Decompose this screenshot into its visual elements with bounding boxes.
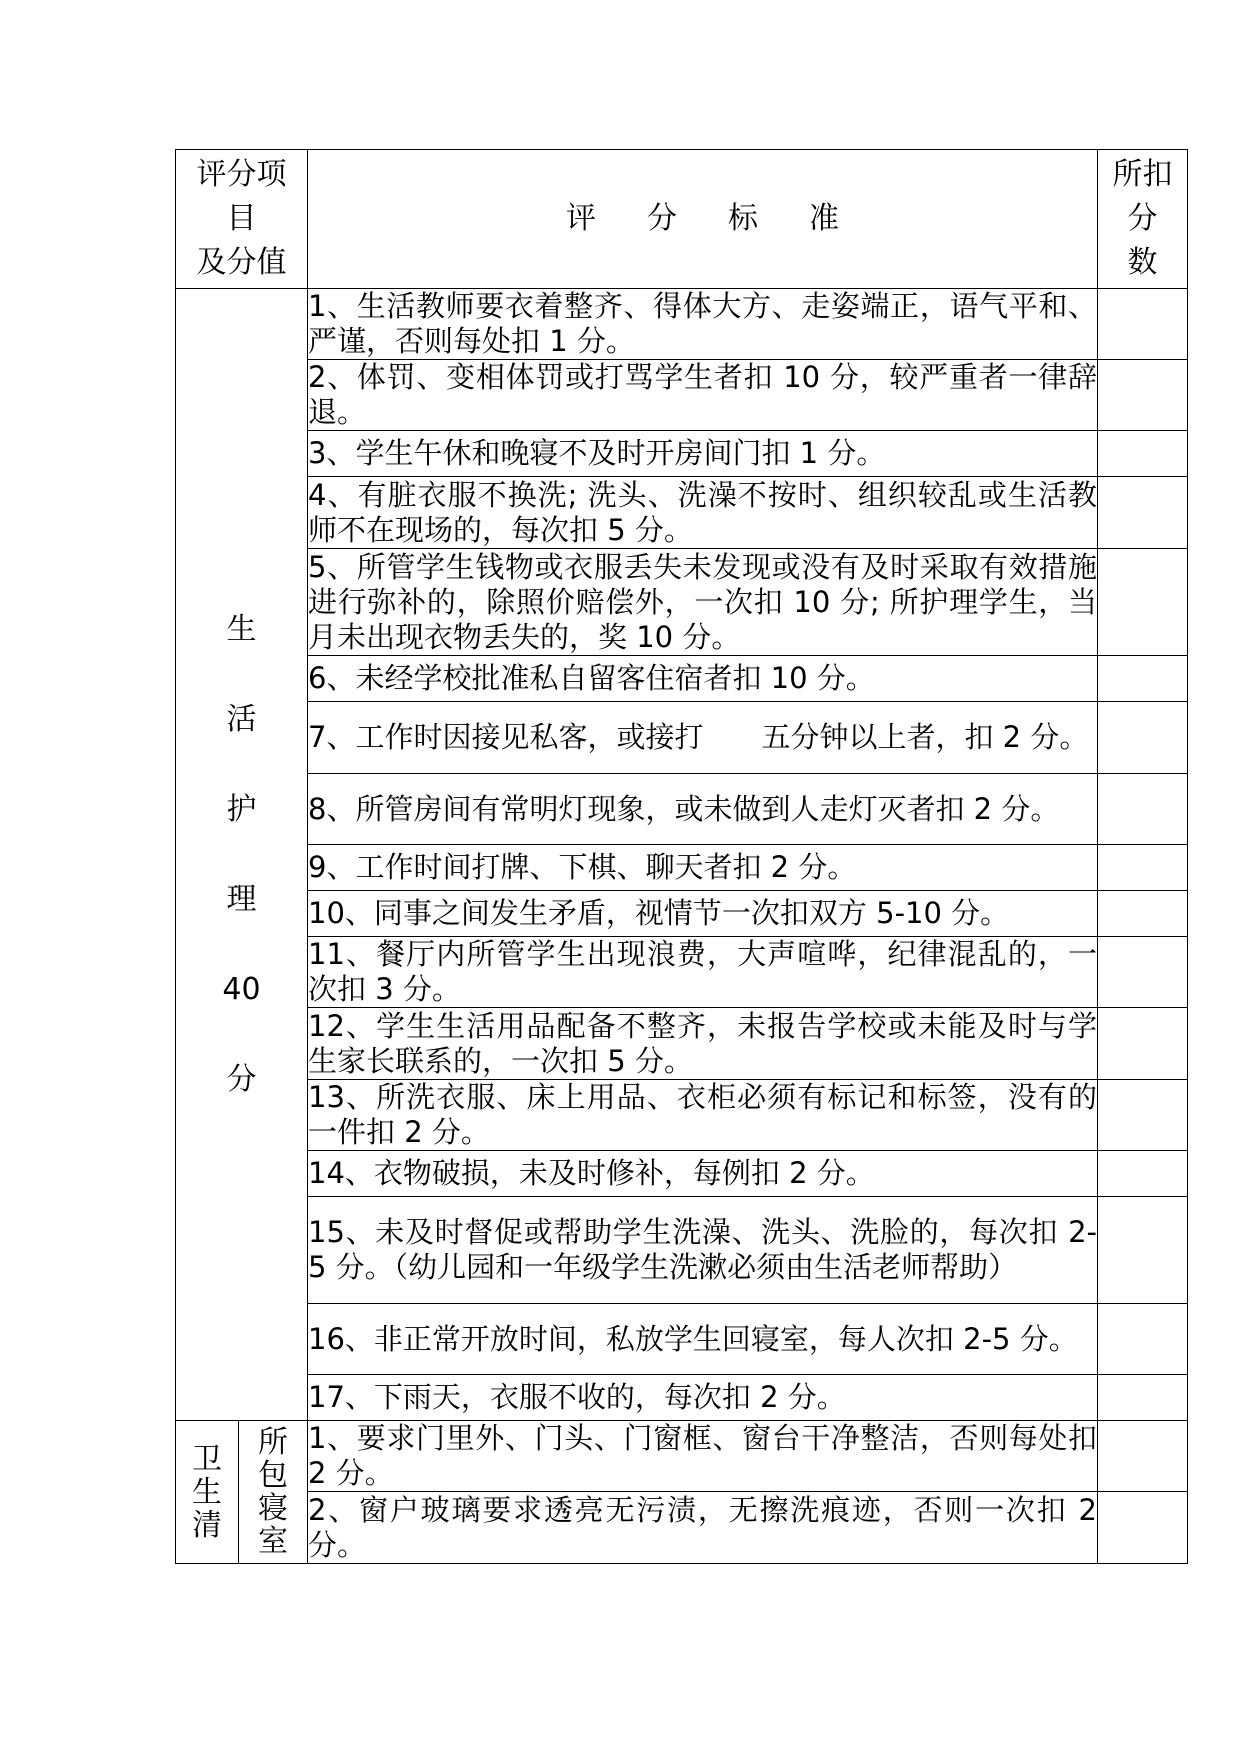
header-deducted-line: 数 <box>1127 245 1158 280</box>
criterion-text: 4、有脏衣服不换洗; 洗头、洗澡不按时、组织较乱或生活教师不在现场的，每次扣 5 分。 <box>308 477 1097 547</box>
criterion-text: 12、学生生活用品配备不整齐，未报告学校或未能及时与学生家长联系的，一次扣 5 分。 <box>308 1008 1097 1078</box>
deduction-cell[interactable] <box>1098 1151 1188 1197</box>
criterion-text: 14、衣物破损，未及时修补，每例扣 2 分。 <box>308 1151 1098 1197</box>
criterion-text: 16、非正常开放时间，私放学生回寝室，每人次扣 2-5 分。 <box>308 1304 1098 1375</box>
deduction-cell[interactable] <box>1098 360 1188 431</box>
criterion-text: 1、要求门里外、门头、门窗框、窗台干净整洁，否则每处扣 2 分。 <box>308 1421 1097 1490</box>
table-row <box>176 1304 1188 1375</box>
deduction-cell[interactable] <box>1098 1421 1188 1492</box>
header-deducted-line: 所扣分 <box>1112 157 1173 236</box>
table-row <box>176 1080 1188 1151</box>
category-hygiene <box>176 1421 239 1564</box>
header-criteria-char: 评 <box>566 201 596 236</box>
table-row <box>176 702 1188 774</box>
table-row <box>176 774 1188 845</box>
category-char: 分 <box>226 1061 257 1097</box>
criterion-text: 5、所管学生钱物或衣服丢失未发现或没有及时采取有效措施进行弥补的，除照价赔偿外，一次扣 10 分; 所护理学生，当月未出现衣物丢失的，奖 10 分。 <box>308 549 1097 654</box>
header-item-line: 及分值 <box>196 245 287 280</box>
subcategory-char: 室 <box>258 1524 288 1559</box>
table-row <box>176 1375 1188 1421</box>
category-char: 清 <box>192 1507 222 1543</box>
criterion-text: 7、工作时因接见私客，或接打 五分钟以上者，扣 2 分。 <box>308 702 1098 774</box>
criterion-text: 3、学生午休和晚寝不及时开房间门扣 1 分。 <box>308 431 1098 477</box>
header-criteria-char: 标 <box>728 201 758 236</box>
deduction-cell[interactable] <box>1098 702 1188 774</box>
deduction-cell[interactable] <box>1098 1375 1188 1421</box>
table-row <box>176 891 1188 937</box>
deduction-cell[interactable] <box>1098 1197 1188 1304</box>
deduction-cell[interactable] <box>1098 774 1188 845</box>
category-char: 卫 <box>192 1441 222 1477</box>
table-row <box>176 360 1188 431</box>
criterion-text: 2、体罚、变相体罚或打骂学生者扣 10 分，较严重者一律辞退。 <box>308 360 1097 429</box>
header-criteria-column <box>308 150 1098 289</box>
deduction-cell[interactable] <box>1098 289 1188 360</box>
header-item-line: 目 <box>226 201 257 236</box>
subcategory-dormitory <box>239 1421 308 1564</box>
header-deducted-column <box>1098 150 1188 289</box>
table-row <box>176 937 1188 1008</box>
criterion-text: 2、窗户玻璃要求透亮无污渍，无擦洗痕迹，否则一次扣 2 分。 <box>308 1492 1097 1562</box>
header-item-column <box>176 150 308 289</box>
table-row <box>176 431 1188 477</box>
header-criteria-char: 准 <box>809 201 839 236</box>
deduction-cell[interactable] <box>1098 477 1188 549</box>
deduction-cell[interactable] <box>1098 937 1188 1008</box>
criterion-text: 8、所管房间有常明灯现象，或未做到人走灯灭者扣 2 分。 <box>308 774 1098 845</box>
deduction-cell[interactable] <box>1098 431 1188 477</box>
subcategory-char: 所 <box>258 1425 288 1460</box>
category-char: 生 <box>226 611 257 647</box>
header-item-line: 评分项 <box>196 157 287 192</box>
criterion-text: 13、所洗衣服、床上用品、衣柜必须有标记和标签，没有的一件扣 2 分。 <box>308 1080 1097 1149</box>
table-row <box>176 1421 1188 1492</box>
deduction-cell[interactable] <box>1098 1304 1188 1375</box>
deduction-cell[interactable] <box>1098 656 1188 702</box>
table-row <box>176 1008 1188 1080</box>
table-row <box>176 549 1188 656</box>
table-row <box>176 845 1188 891</box>
header-criteria-char: 分 <box>647 201 677 236</box>
deduction-cell[interactable] <box>1098 1080 1188 1151</box>
category-char: 护 <box>226 791 257 827</box>
deduction-cell[interactable] <box>1098 891 1188 937</box>
category-char: 活 <box>226 701 257 737</box>
subcategory-char: 包 <box>258 1458 288 1493</box>
table-row <box>176 1197 1188 1304</box>
category-life-care <box>176 289 308 1421</box>
category-char: 生 <box>192 1474 222 1510</box>
table-row <box>176 656 1188 702</box>
deduction-cell[interactable] <box>1098 1008 1188 1080</box>
criterion-text: 17、下雨天，衣服不收的，每次扣 2 分。 <box>308 1375 1098 1421</box>
deduction-cell[interactable] <box>1098 549 1188 656</box>
criterion-text: 15、未及时督促或帮助学生洗澡、洗头、洗脸的，每次扣 2-5 分。（幼儿园和一年级学生洗漱必须由生活老师帮助） <box>308 1197 1098 1304</box>
criterion-text: 10、同事之间发生矛盾，视情节一次扣双方 5-10 分。 <box>308 891 1098 937</box>
table-row <box>176 289 1188 360</box>
criterion-text: 6、未经学校批准私自留客住宿者扣 10 分。 <box>308 656 1098 702</box>
deduction-cell[interactable] <box>1098 1492 1188 1564</box>
header-row <box>176 150 1188 289</box>
criterion-text: 11、餐厅内所管学生出现浪费，大声喧哗，纪律混乱的，一次扣 3 分。 <box>308 937 1097 1006</box>
scoring-table <box>175 149 1188 1564</box>
criterion-text: 9、工作时间打牌、下棋、聊天者扣 2 分。 <box>308 845 1098 891</box>
subcategory-char: 寝 <box>258 1491 288 1526</box>
table-row <box>176 477 1188 549</box>
table-row <box>176 1492 1188 1564</box>
category-char: 40 <box>222 971 261 1007</box>
table-row <box>176 1151 1188 1197</box>
deduction-cell[interactable] <box>1098 845 1188 891</box>
criterion-text: 1、生活教师要衣着整齐、得体大方、走姿端正，语气平和、严谨，否则每处扣 1 分。 <box>308 289 1097 358</box>
category-char: 理 <box>226 881 257 917</box>
